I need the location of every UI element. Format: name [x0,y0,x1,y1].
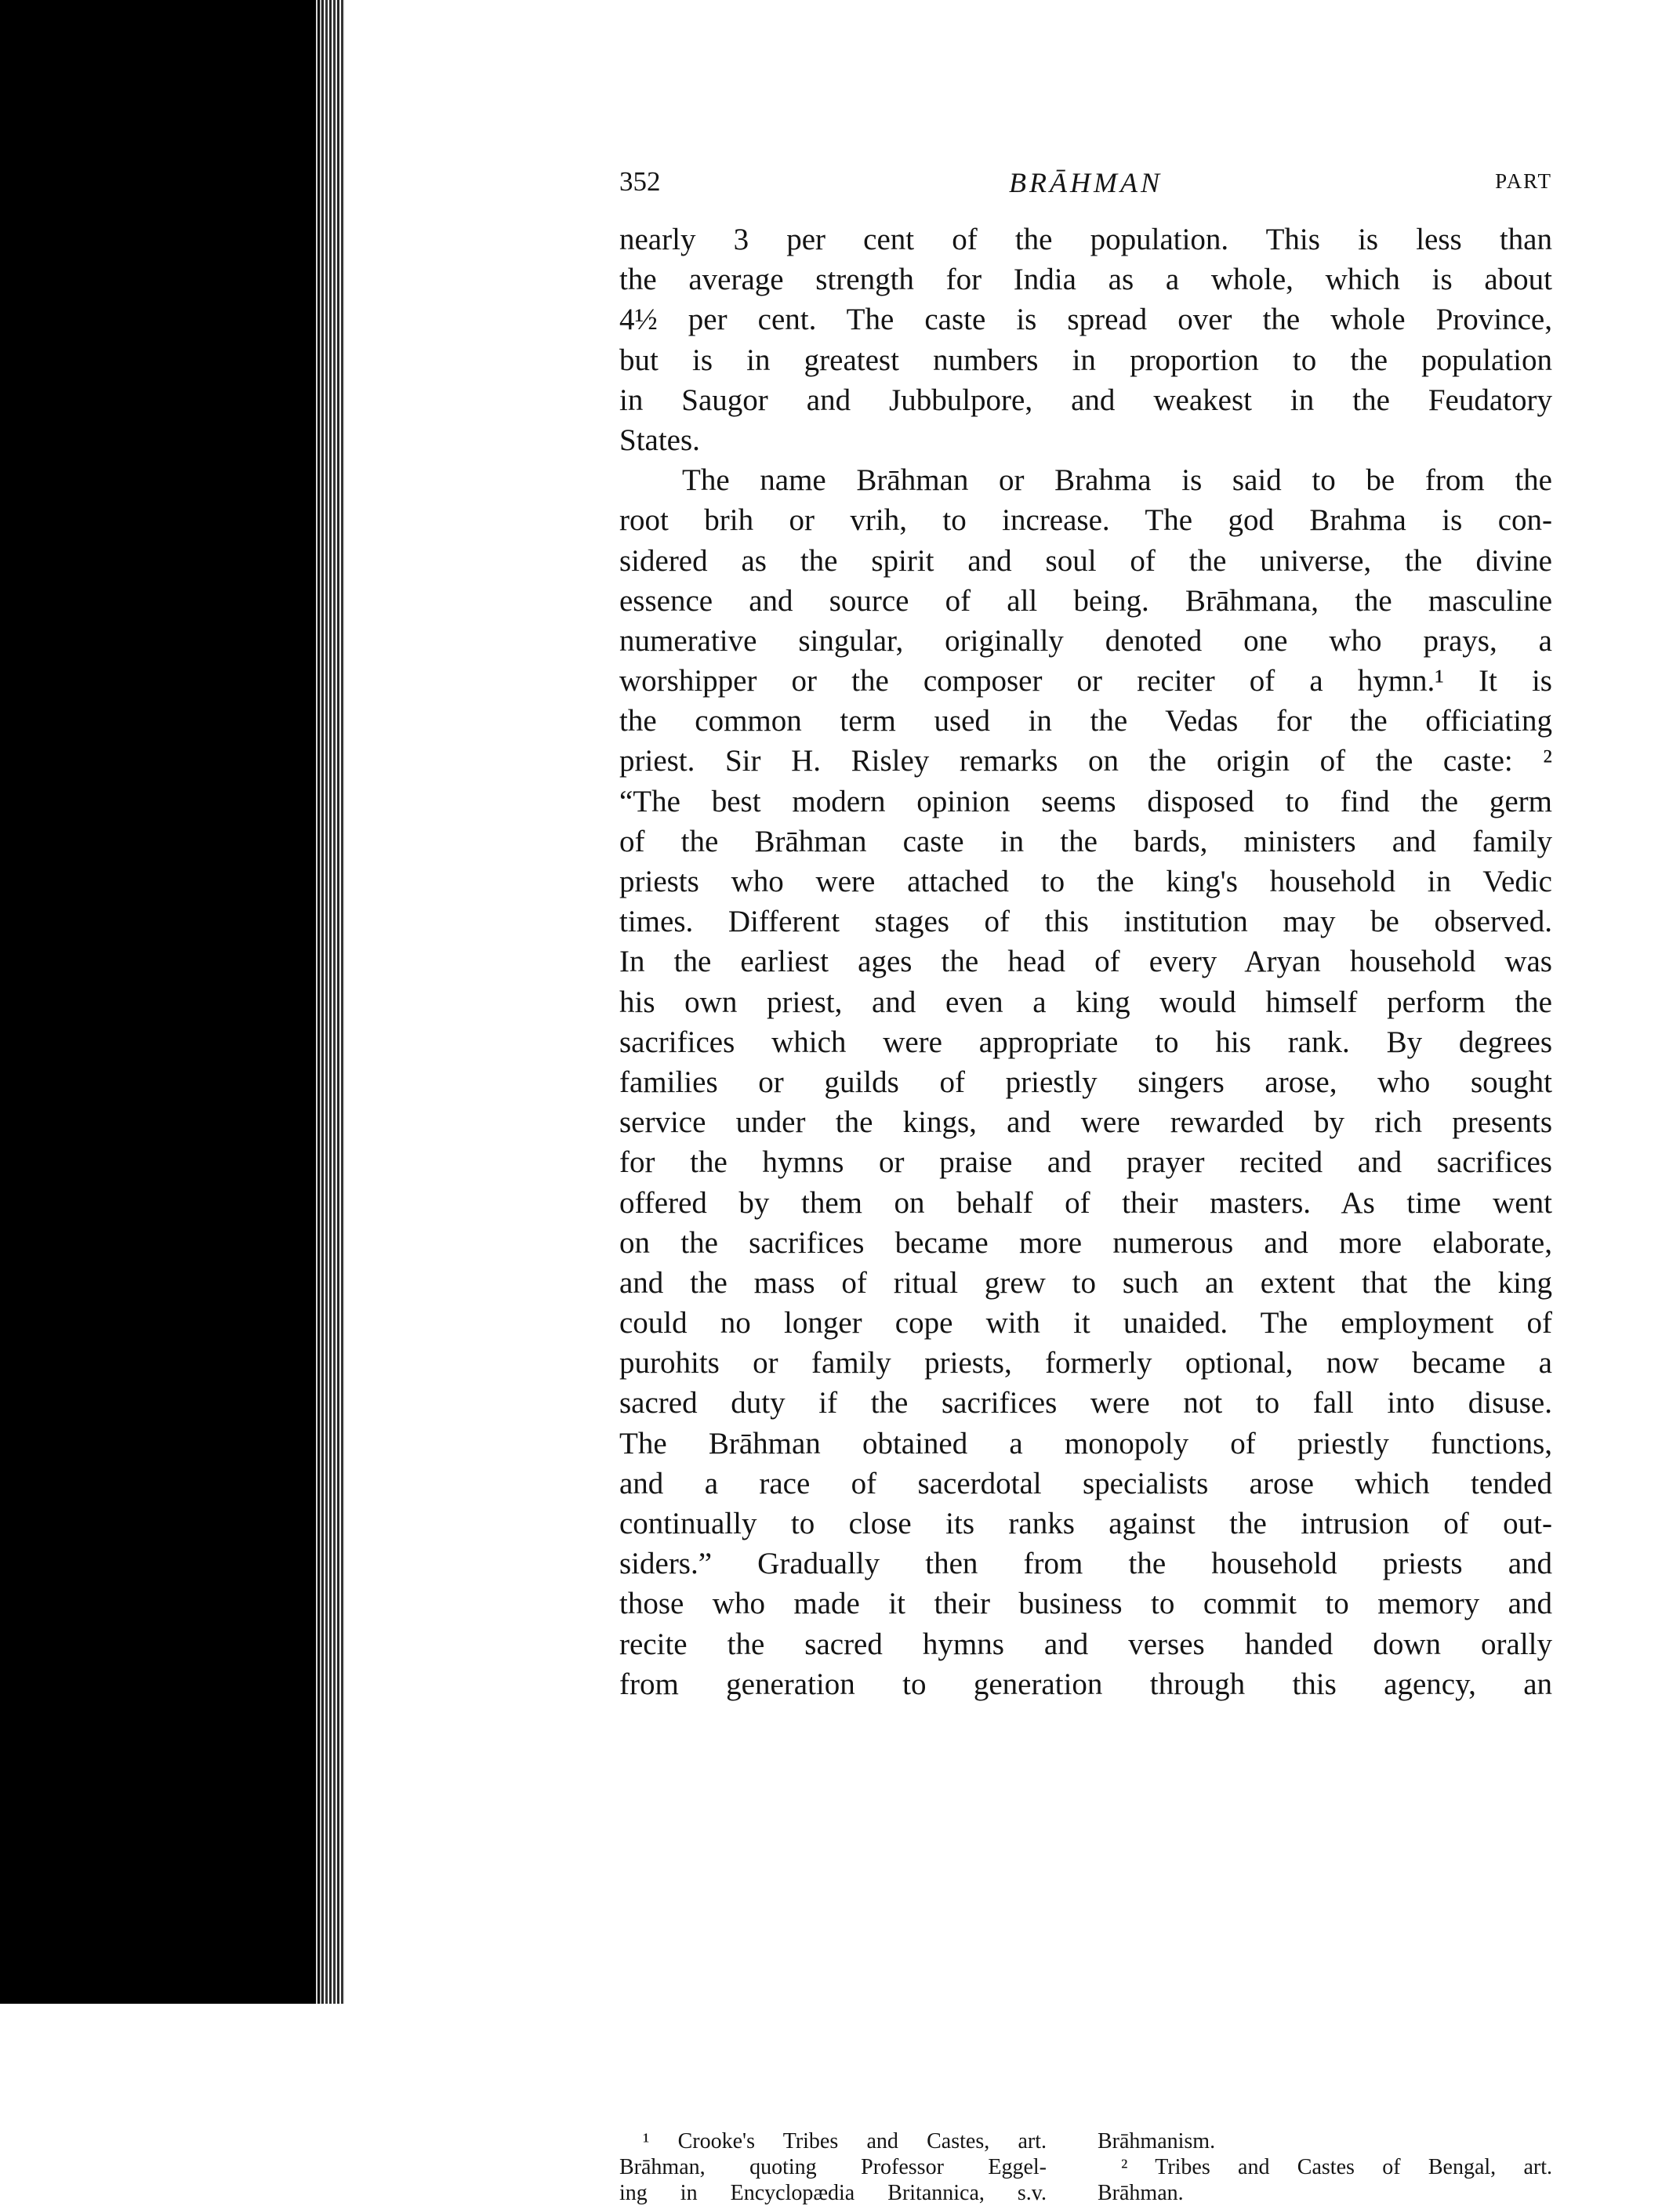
text-line: service under the kings, and were rewarded by rich presents [619,1105,1552,1140]
footnote-line: Brāhman. [1098,2181,1184,2205]
text-line: sidered as the spirit and soul of the universe, the divine [619,543,1552,578]
text-line: and the mass of ritual grew to such an extent that the king [619,1265,1552,1300]
text-line: The name Brāhman or Brahma is said to be from the [682,463,1552,498]
text-line: for the hymns or praise and prayer recited and sacrifices [619,1145,1552,1180]
text-line: on the sacrifices became more numerous and more elaborate, [619,1225,1552,1260]
text-line: families or guilds of priestly singers arose, who sought [619,1065,1552,1099]
text-line: root brih or vrih, to increase. The god Brahma is con- [619,503,1552,538]
text-line: the average strength for India as a whole, which is about [619,263,1552,297]
footnote-line: Brāhmanism. [1098,2129,1216,2153]
text-line: sacred duty if the sacrifices were not to fall into disuse. [619,1386,1552,1420]
text-line: In the earliest ages the head of every Aryan household was [619,945,1552,979]
text-line: times. Different stages of this institution may be observed. [619,905,1552,939]
footnote-column-right [1098,2128,1552,2206]
text-line: essence and source of all being. Brāhmana, the masculine [619,583,1552,618]
text-line: worshipper or the composer or reciter of a hymn.¹ It is [619,664,1552,698]
footnote-line: ing in Encyclopædia Britannica, s.v. [619,2181,1047,2205]
text-line: of the Brāhman caste in the bards, ministers and family [619,824,1552,858]
page-number: 352 [619,166,661,197]
text-line: his own priest, and even a king would himself perform the [619,985,1552,1019]
text-line: could no longer cope with it unaided. The employment of [619,1306,1552,1341]
text-line: purohits or family priests, formerly optional, now became a [619,1346,1552,1381]
text-line: those who made it their business to commit to memory and [619,1587,1552,1621]
text-line: in Saugor and Jubbulpore, and weakest in the Feudatory [619,383,1552,417]
footnote-line: ² Tribes and Castes of Bengal, art. [1121,2155,1552,2179]
footnote-line: Brāhman, quoting Professor Eggel- [619,2155,1047,2179]
text-line: recite the sacred hymns and verses handed down orally [619,1627,1552,1661]
page-header [619,166,1552,205]
text-line: offered by them on behalf of their masters. As time went [619,1185,1552,1220]
text-line: priests who were attached to the king's household in Vedic [619,865,1552,898]
text-line: from generation to generation through this agency, an [619,1667,1552,1701]
book-spine-shadow [0,0,321,2004]
text-line: continually to close its ranks against the intrusion of out- [619,1507,1552,1540]
text-line: nearly 3 per cent of the population. This is less than [619,223,1552,256]
text-line: States. [619,423,700,457]
body-text [619,220,1552,1704]
footnote-column-left [619,2128,1047,2206]
section-marker: PART [1495,169,1552,193]
text-line: and a race of sacerdotal specialists arose which tended [619,1466,1552,1500]
text-line: the common term used in the Vedas for the officiating [619,704,1552,738]
text-line: siders.” Gradually then from the household priests and [619,1547,1552,1581]
text-line: priest. Sir H. Risley remarks on the origin of the caste: ² [619,744,1552,778]
text-line: numerative singular, originally denoted one who prays, a [619,623,1552,658]
page-gutter-edge [314,0,345,2004]
footnote-line: ¹ Crooke's Tribes and Castes, art. [643,2129,1047,2153]
text-line: sacrifices which were appropriate to his rank. By degrees [619,1025,1552,1059]
text-line: “The best modern opinion seems disposed to find the germ [619,784,1552,818]
text-line: but is in greatest numbers in proportion to the population [619,343,1552,377]
running-title: BRĀHMAN [1009,167,1163,198]
text-line: The Brāhman obtained a monopoly of priestly functions, [619,1426,1552,1460]
text-line: 4½ per cent. The caste is spread over the whole Province, [619,303,1552,337]
